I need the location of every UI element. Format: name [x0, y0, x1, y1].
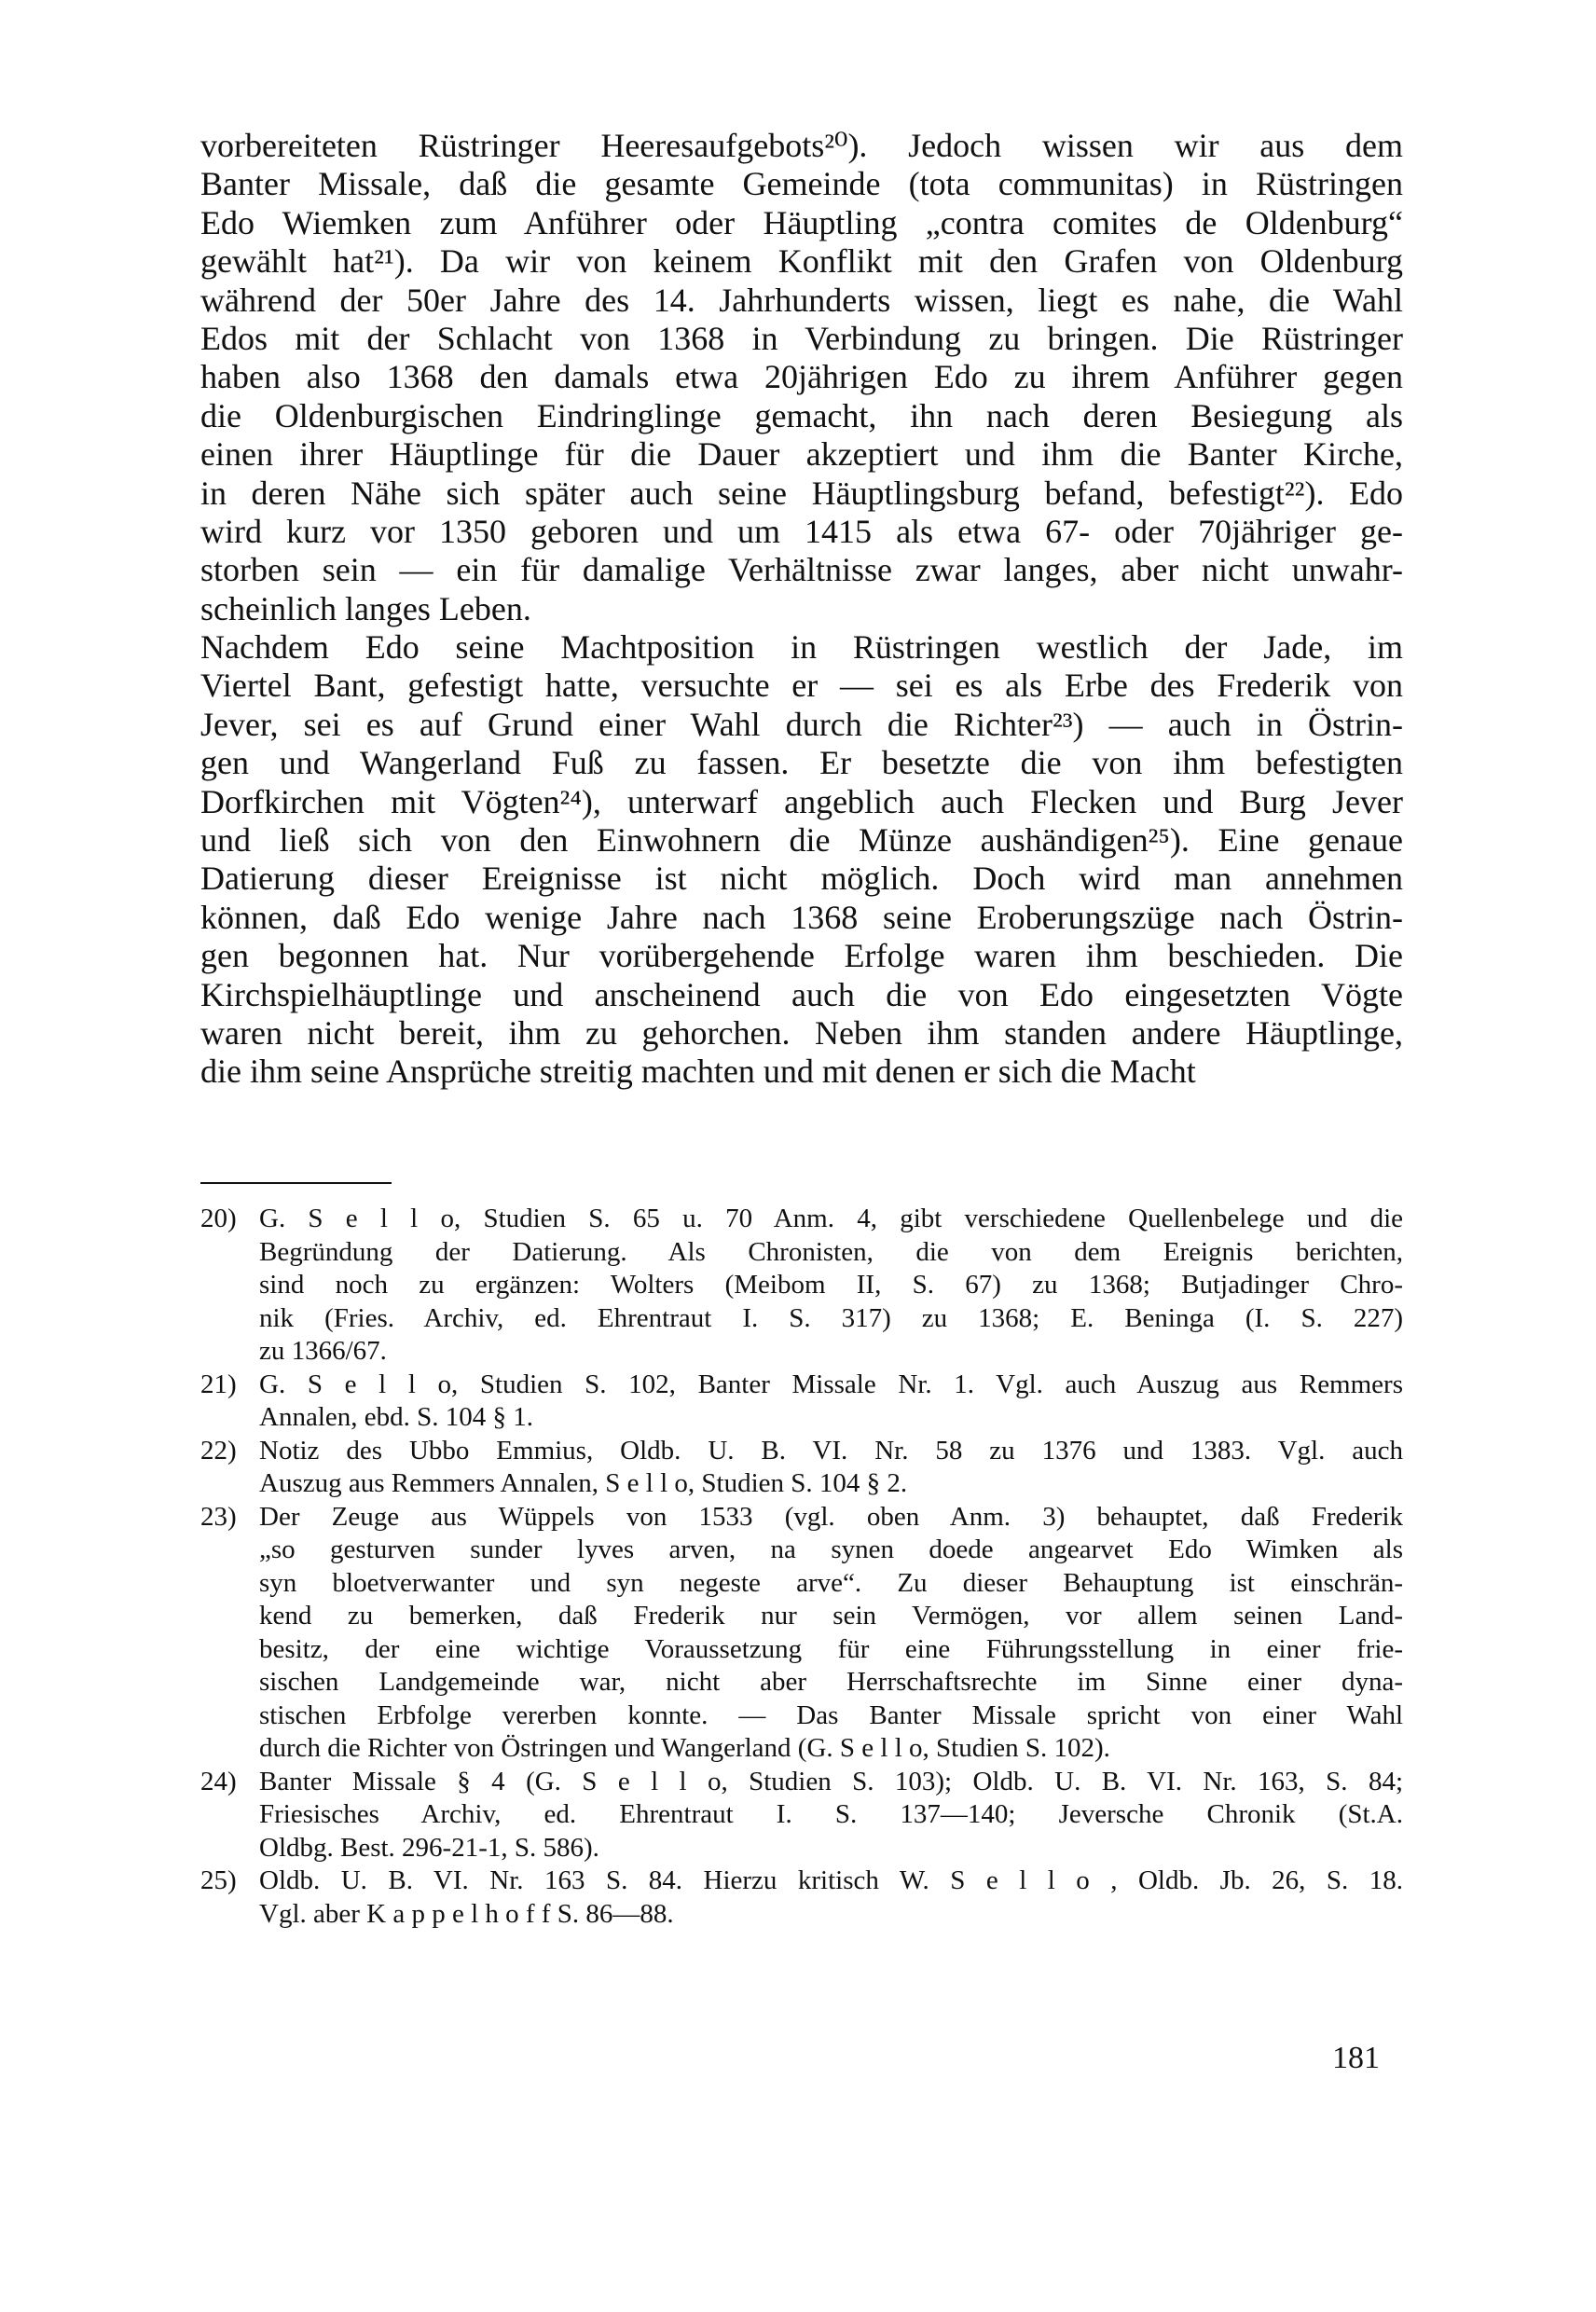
footnote	[200, 1369, 1403, 1435]
footnote-number: 23)	[200, 1501, 237, 1532]
text-line: vorbereiteten Rüstringer Heeresaufgebots²⁰). Jedoch wissen wir aus dem	[200, 127, 1403, 164]
footnote-text	[259, 1369, 1403, 1435]
text-line: Datierung dieser Ereignisse ist nicht möglich. Doch wird man annehmen	[200, 860, 1403, 898]
footnote-line: Banter Missale § 4 (G. S e l l o, Studien S. 103); Oldb. U. B. VI. Nr. 163, S. 84;	[259, 1766, 1403, 1796]
footnote-line: durch die Richter von Östringen und Wangerland (G. S e l l o, Studien S. 102).	[259, 1733, 1110, 1763]
footnote-line: besitz, der eine wichtige Voraussetzung für eine Führungsstellung in einer frie-	[259, 1633, 1403, 1664]
footnote-line: nik (Fries. Archiv, ed. Ehrentraut I. S. 317) zu 1368; E. Beninga (I. S. 227)	[259, 1302, 1403, 1333]
text-line: Banter Missale, daß die gesamte Gemeinde (tota communitas) in Rüstringen	[200, 165, 1403, 203]
text-line: einen ihrer Häuptlinge für die Dauer akzeptiert und ihm die Banter Kirche,	[200, 435, 1403, 474]
text-line: wird kurz vor 1350 geboren und um 1415 als etwa 67- oder 70jähriger ge-	[200, 512, 1403, 550]
text-line: Jever, sei es auf Grund einer Wahl durch die Richter²³) — auch in Östrin-	[200, 705, 1403, 743]
text-line: Viertel Bant, gefestigt hatte, versuchte er — sei es als Erbe des Frederik von	[200, 667, 1403, 705]
footnote-line: sind noch zu ergänzen: Wolters (Meibom II, S. 67) zu 1368; Butjadinger Chro-	[259, 1270, 1403, 1300]
footnote-line: Oldb. U. B. VI. Nr. 163 S. 84. Hierzu kritisch W. S e l l o , Oldb. Jb. 26, S. 18.	[259, 1865, 1403, 1895]
footnote-line: „so gesturven sunder lyves arven, na synen doede angearvet Edo Wimken als	[259, 1534, 1403, 1564]
text-line: die Oldenburgischen Eindringlinge gemacht, ihn nach deren Besiegung als	[200, 396, 1403, 434]
text-line: während der 50er Jahre des 14. Jahrhunderts wissen, liegt es nahe, die Wahl	[200, 281, 1403, 319]
footnote	[200, 1865, 1403, 1931]
text-line: waren nicht bereit, ihm zu gehorchen. Neben ihm standen andere Häuptlinge,	[200, 1013, 1403, 1052]
text-line: Edo Wiemken zum Anführer oder Häuptling „contra comites de Oldenburg“	[200, 203, 1403, 241]
footnote-line: kend zu bemerken, daß Frederik nur sein Vermögen, vor allem seinen Land-	[259, 1601, 1403, 1631]
footnote-line: stischen Erbfolge vererben konnte. — Das Banter Missale spricht von einer Wahl	[259, 1700, 1403, 1730]
footnote-number: 25)	[200, 1865, 237, 1895]
page-number: 181	[1332, 2041, 1380, 2075]
footnote-separator	[200, 1182, 392, 1184]
text-line: scheinlich langes Leben.	[200, 589, 531, 627]
text-line: und ließ sich von den Einwohnern die Münze aushändigen²⁵). Eine genaue	[200, 821, 1403, 860]
text-line: Kirchspielhäuptlinge und anscheinend auch die von Edo eingesetzten Vögte	[200, 975, 1403, 1013]
text-line: gen begonnen hat. Nur vorübergehende Erfolge waren ihm beschieden. Die	[200, 937, 1403, 975]
footnote	[200, 1435, 1403, 1501]
footnote-line: Vgl. aber K a p p e l h o f f S. 86—88.	[259, 1898, 674, 1929]
footnote-number: 24)	[200, 1766, 237, 1796]
footnote-line: sischen Landgemeinde war, nicht aber Herrschaftsrechte im Sinne einer dyna-	[259, 1667, 1403, 1697]
footnote-line: Annalen, ebd. S. 104 § 1.	[259, 1402, 533, 1432]
footnote-text	[259, 1865, 1403, 1931]
text-line: in deren Nähe sich später auch seine Häuptlingsburg befand, befestigt²²). Edo	[200, 474, 1403, 512]
footnote-number: 22)	[200, 1435, 237, 1466]
text-line: die ihm seine Ansprüche streitig machten und mit denen er sich die Macht	[200, 1053, 1196, 1091]
text-line: haben also 1368 den damals etwa 20jährigen Edo zu ihrem Anführer gegen	[200, 358, 1403, 396]
footnote-number: 20)	[200, 1204, 237, 1233]
footnote	[200, 1501, 1403, 1766]
footnotes	[200, 1203, 1403, 1931]
footnote-text	[259, 1766, 1403, 1865]
text-line: gewählt hat²¹). Da wir von keinem Konflikt mit den Grafen von Oldenburg	[200, 242, 1403, 281]
footnote-line: zu 1366/67.	[259, 1336, 387, 1366]
footnote-line: Der Zeuge aus Wüppels von 1533 (vgl. oben Anm. 3) behauptet, daß Frederik	[259, 1501, 1403, 1532]
footnote-line: syn bloetverwanter und syn negeste arve“. Zu dieser Behauptung ist einschrän-	[259, 1567, 1403, 1598]
text-line: Nachdem Edo seine Machtposition in Rüstringen westlich der Jade, im	[200, 628, 1403, 667]
footnote-text	[259, 1501, 1403, 1766]
footnote-text	[259, 1203, 1403, 1369]
text-line: können, daß Edo wenige Jahre nach 1368 seine Eroberungszüge nach Östrin-	[200, 898, 1403, 936]
footnote-line: Begründung der Datierung. Als Chronisten, die von dem Ereignis berichten,	[259, 1236, 1403, 1267]
footnote-line: G. S e l l o, Studien S. 65 u. 70 Anm. 4, gibt verschiedene Quellenbelege und die	[259, 1204, 1403, 1233]
text-line: Dorfkirchen mit Vögten²⁴), unterwarf angeblich auch Flecken und Burg Jever	[200, 782, 1403, 820]
footnote	[200, 1203, 1403, 1369]
footnote-text	[259, 1435, 1403, 1501]
main-text	[200, 127, 1403, 1092]
footnote-line: G. S e l l o, Studien S. 102, Banter Missale Nr. 1. Vgl. auch Auszug aus Remmers	[259, 1369, 1403, 1399]
footnote-line: Auszug aus Remmers Annalen, S e l l o, Studien S. 104 § 2.	[259, 1468, 908, 1498]
footnote	[200, 1766, 1403, 1865]
footnote-number: 21)	[200, 1369, 237, 1399]
footnote-line: Oldbg. Best. 296-21-1, S. 586).	[259, 1832, 599, 1863]
text-line: gen und Wangerland Fuß zu fassen. Er besetzte die von ihm befestigten	[200, 744, 1403, 782]
text-line: storben sein — ein für damalige Verhältnisse zwar langes, aber nicht unwahr-	[200, 551, 1403, 589]
text-line: Edos mit der Schlacht von 1368 in Verbindung zu bringen. Die Rüstringer	[200, 319, 1403, 357]
footnote-line: Notiz des Ubbo Emmius, Oldb. U. B. VI. Nr. 58 zu 1376 und 1383. Vgl. auch	[259, 1435, 1403, 1466]
footnote-line: Friesisches Archiv, ed. Ehrentraut I. S. 137—140; Jeversche Chronik (St.A.	[259, 1799, 1403, 1829]
